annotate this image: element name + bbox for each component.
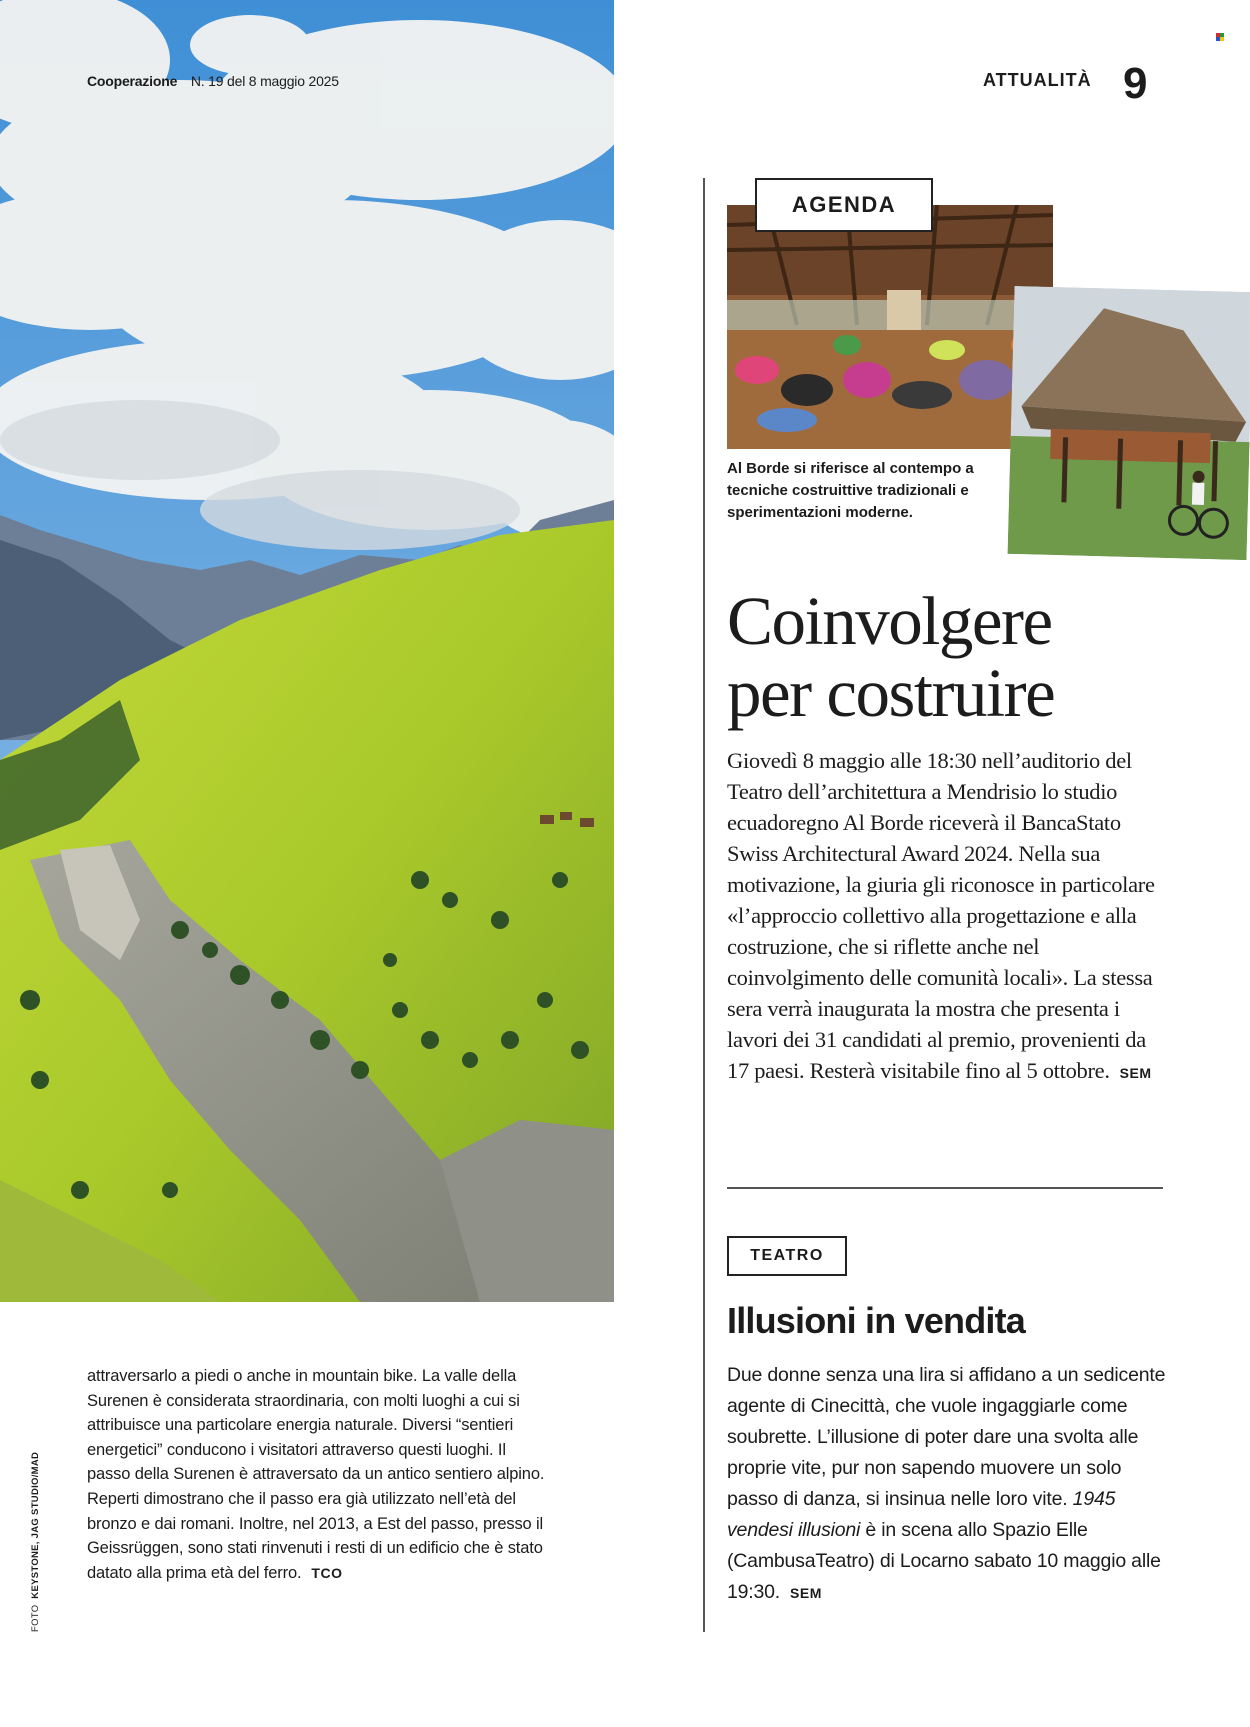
author-signature: TCO <box>311 1564 343 1581</box>
author-signature: SEM <box>1119 1065 1152 1081</box>
author-signature: SEM <box>790 1585 822 1601</box>
teatro-body-text: Due donne senza una lira si affidano a un sedicente agente di Cinecittà, che vuole ingaggiarle come soubrette. L’illusione di poter dare una svolta alle proprie vite, pur non sapendo muovere un solo passo di danza, si insinua nelle loro vite. <box>727 1364 1166 1510</box>
teatro-headline: Illusioni in vendita <box>727 1300 1026 1341</box>
column-divider <box>703 178 705 1632</box>
teatro-body <box>727 1360 1167 1609</box>
issue-info: N. 19 del 8 maggio 2025 <box>190 73 339 89</box>
agenda-headline <box>727 585 1227 729</box>
headline-line-1: Coinvolgere <box>727 583 1052 659</box>
agenda-body-text: Giovedì 8 maggio alle 18:30 nell’auditorio del Teatro dell’architettura a Mendrisio lo studio ecuadoregno Al Borde riceverà il BancaStato Swiss Architectural Award 2024. Nella sua motivazione, la giuria gli riconosce in particolare «l’approccio collettivo alla progettazione e alla costruzione, che si riflette anche nel coinvolgimento delle comunità locali». La stessa sera verrà inaugurata la mostra che presenta i lavori dei 31 candidati al premio, provenienti da 17 paesi. Resterà visitabile fino al 5 ottobre. <box>727 748 1155 1083</box>
masthead <box>87 73 339 89</box>
photo-credit-label: FOTO <box>30 1604 41 1632</box>
hut-photo <box>1008 286 1250 560</box>
page-number: 9 <box>1123 59 1148 108</box>
left-article-body <box>87 1364 547 1585</box>
photo-credit <box>30 1452 41 1632</box>
teatro-body-tail: è in scena allo Spazio Elle (CambusaTeatro) di Locarno sabato 10 maggio alle 19:30. <box>727 1519 1161 1603</box>
show-title: 1945 vendesi illusioni <box>727 1488 1116 1541</box>
teatro-tag: TEATRO <box>727 1236 847 1276</box>
workshop-photo <box>727 205 1053 449</box>
photo-caption: Al Borde si riferisce al contempo a tecniche costruittive tradizionali e sperimentazioni moderne. <box>727 460 974 521</box>
agenda-body <box>727 745 1167 1089</box>
section-divider <box>727 1187 1163 1189</box>
headline-line-2: per costruire <box>727 655 1055 731</box>
left-article-text: attraversarlo a piedi o anche in mountain bike. La valle della Surenen è considerata straordinaria, con molti luoghi a cui si attribuisce una particolare energia naturale. Diversi “sentieri energetici” conducono i visitatori attraverso questi luoghi. Il passo della Surenen è attraversato da un antico sentiero alpino. Reperti dimostrano che il passo era già utilizzato nell’età del bronzo e dai romani. Inoltre, nel 2013, a Est del passo, presso il Geissrüggen, sono stati rinvenuti i resti di un edificio che è stato datato alla prima età del ferro. <box>87 1367 545 1582</box>
color-registration-mark <box>1216 33 1224 41</box>
agenda-tag: AGENDA <box>755 178 933 232</box>
publication-name: Cooperazione <box>87 73 178 89</box>
section-title: ATTUALITÀ <box>983 70 1092 90</box>
photo-credit-source: KEYSTONE, JAG STUDIO/MAD <box>30 1451 41 1599</box>
landscape-photo <box>0 0 614 1302</box>
